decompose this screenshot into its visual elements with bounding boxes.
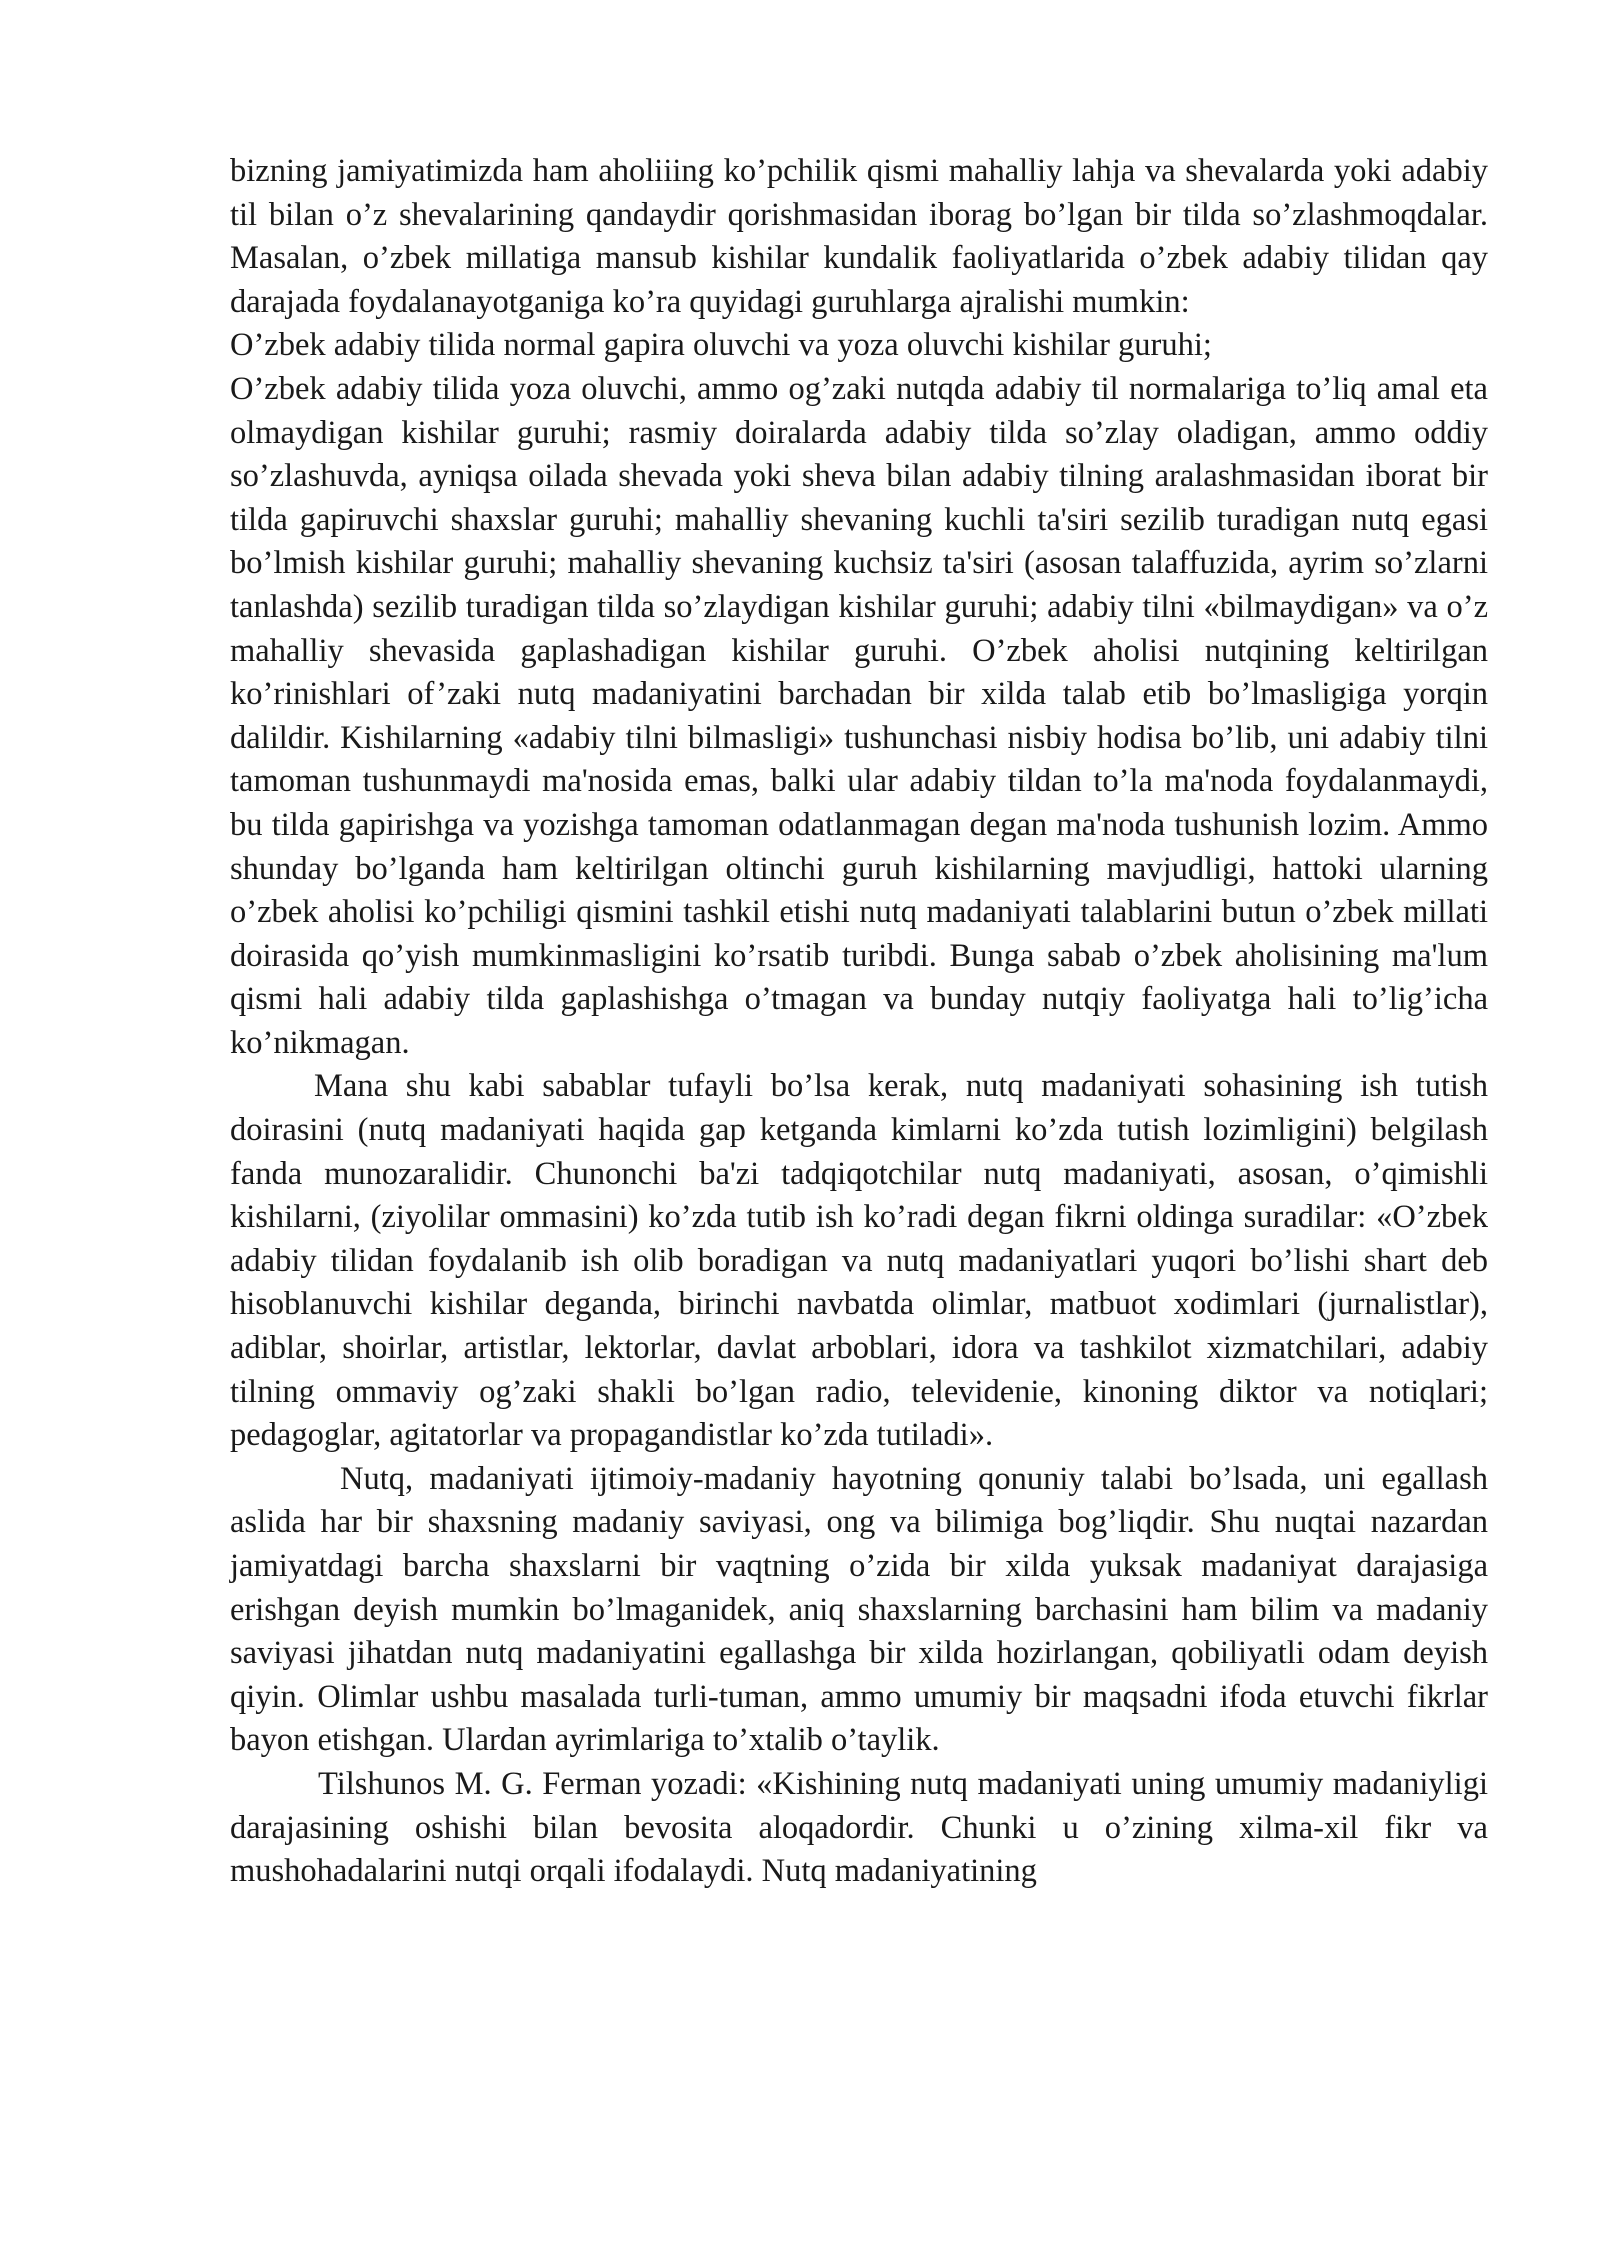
paragraph-4: Mana shu kabi sabablar tufayli bo’lsa kerak, nutq madaniyati sohasining ish tutish doirasini (nutq madaniyati haqida gap ketganda kimlarni ko’zda tutish lozimligini) belgilash fanda munozaralidir. Chunonchi ba'zi tadqiqotchilar nutq madaniyati, asosan, o’qimishli kishilarni, (ziyolilar ommasini) ko’zda tutib ish ko’radi degan fikrni oldinga suradilar: «O’zbek adabiy tilidan foydalanib ish olib boradigan va nutq madaniyatlari yuqori bo’lishi shart deb hisoblanuvchi kishilar deganda, birinchi navbatda olimlar, matbuot xodimlari (jurnalistlar), adiblar, shoirlar, artistlar, lektorlar, davlat arboblari, idora va tashkilot xizmatchilari, adabiy tilning ommaviy og’zaki shakli bo’lgan radio, televidenie, kinoning diktor va notiqlari; pedagoglar, agitatorlar va propagandistlar ko’zda tutiladi». (230, 1068, 1488, 1454)
paragraph-2: O’zbek adabiy tilida normal gapira oluvchi va yoza oluvchi kishilar guruhi; (230, 327, 1212, 364)
paragraph-5: Nutq, madaniyati ijtimoiy-madaniy hayotning qonuniy talabi bo’lsada, uni egallash aslida har bir shaxsning madaniy saviyasi, ong va bilimiga bog’liqdir. Shu nuqtai nazardan jamiyatdagi barcha shaxslarni bir vaqtning o’zida bir xilda yuksak madaniyat darajasiga erishgan deyish mumkin bo’lmaganidek, aniq shaxslarning barchasini ham bilim va madaniy saviyasi jihatdan nutq madaniyatini egallashga bir xilda hozirlangan, qobiliyatli odam deyish qiyin. Olimlar ushbu masalada turli-tuman, ammo umumiy bir maqsadni ifoda etuvchi fikrlar bayon etishgan. Ulardan ayrimlariga to’xtalib o’taylik. (230, 1460, 1488, 1759)
paragraph-1: bizning jamiyatimizda ham aholiiing ko’pchilik qismi mahalliy lahja va shevalarda yoki adabiy til bilan o’z shevalarining qandaydir qorishmasidan iborag bo’lgan bir tilda so’zlashmoqdalar. Masalan, o’zbek millatiga mansub kishilar kundalik faoliyatlarida o’zbek adabiy tilidan qay darajada foydalanayotganiga ko’ra quyidagi guruhlarga ajralishi mumkin: (230, 153, 1488, 320)
paragraph-3: O’zbek adabiy tilida yoza oluvchi, ammo og’zaki nutqda adabiy til normalariga to’liq amal eta olmaydigan kishilar guruhi; rasmiy doiralarda adabiy tilda so’zlay oladigan, ammo oddiy so’zlashuvda, ayniqsa oilada shevada yoki sheva bilan adabiy tilning aralashmasidan iborat bir tilda gapiruvchi shaxslar guruhi; mahalliy shevaning kuchli ta'siri sezilib turadigan nutq egasi bo’lmish kishilar guruhi; mahalliy shevaning kuchsiz ta'siri (asosan talaffuzida, ayrim so’zlarni tanlashda) sezilib turadigan tilda so’zlaydigan kishilar guruhi; adabiy tilni «bilmaydigan» va o’z mahalliy shevasida gaplashadigan kishilar guruhi. O’zbek aholisi nutqining keltirilgan ko’rinishlari of’zaki nutq madaniyatini barchadan bir xilda talab etib bo’lmasligiga yorqin dalildir. Kishilarning «adabiy tilni bilmasligi» tushunchasi nisbiy hodisa bo’lib, uni adabiy tilni tamoman tushunmaydi ma'nosida emas, balki ular adabiy tildan to’la ma'noda foydalanmaydi, bu tilda gapirishga va yozishga tamoman odatlanmagan degan ma'noda tushunish lozim. Ammo shunday bo’lganda ham keltirilgan oltinchi guruh kishilarning mavjudligi, hattoki ularning o’zbek aholisi ko’pchiligi qismini tashkil etishi nutq madaniyati talablarini butun o’zbek millati doirasida qo’yish mumkinmasligini ko’rsatib turibdi. Bunga sabab o’zbek aholisining ma'lum qismi hali adabiy tilda gaplashishga o’tmagan va bunday nutqiy faoliyatga hali to’lig’icha ko’nikmagan. (230, 370, 1488, 1061)
paragraph-6: Tilshunos M. G. Ferman yozadi: «Kishining nutq madaniyati uning umumiy madaniyligi darajasining oshishi bilan bevosita aloqadordir. Chunki u o’zining xilma-xil fikr va mushohadalarini nutqi orqali ifodalaydi. Nutq madaniyatining (230, 1765, 1488, 1890)
document-page (230, 150, 1488, 1894)
